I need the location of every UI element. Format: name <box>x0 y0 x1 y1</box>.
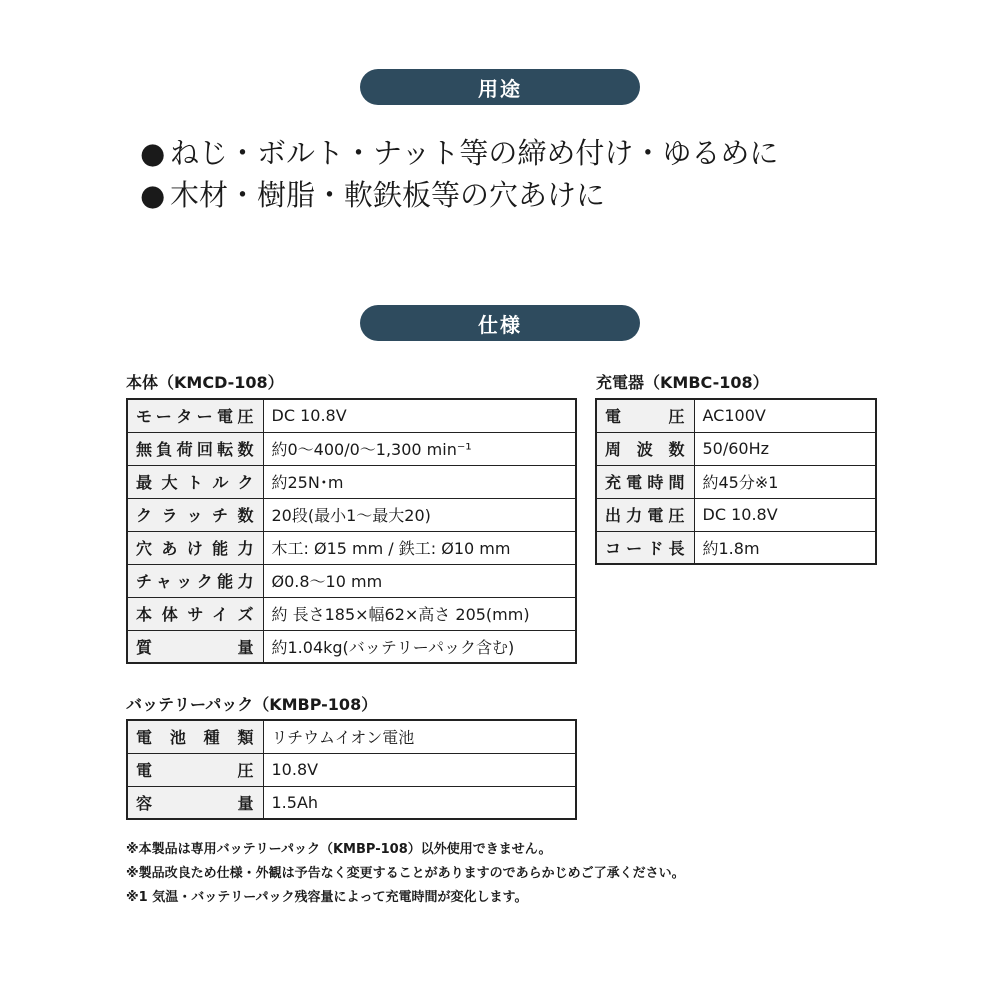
table-row <box>127 531 576 564</box>
spec-label: クラッチ数 <box>127 498 263 531</box>
spec-value: 約25N･m <box>263 465 576 498</box>
spec-label: 無負荷回転数 <box>127 432 263 465</box>
table-row <box>596 432 876 465</box>
table-row <box>127 564 576 597</box>
spec-label: 質量 <box>127 630 263 663</box>
note-item: ※本製品は専用バッテリーパック（KMBP-108）以外使用できません。 <box>126 842 552 857</box>
spec-value: 約1.8m <box>694 531 876 564</box>
table-row <box>127 399 576 432</box>
spec-value: DC 10.8V <box>694 498 876 531</box>
usage-list <box>140 132 778 216</box>
table-row <box>127 786 576 819</box>
notes-list <box>126 838 685 910</box>
table-row <box>596 465 876 498</box>
note-item: ※1 気温・バッテリーパック残容量によって充電時間が変化します。 <box>126 890 528 905</box>
table-row <box>127 597 576 630</box>
spec-value: 10.8V <box>263 753 576 786</box>
usage-item <box>140 174 778 216</box>
usage-heading: 用途 <box>360 69 640 105</box>
spec-label: 容量 <box>127 786 263 819</box>
spec-value: AC100V <box>694 399 876 432</box>
charger-spec-table <box>595 398 877 565</box>
table-row <box>127 465 576 498</box>
spec-value: 1.5Ah <box>263 786 576 819</box>
spec-label: コード長 <box>596 531 694 564</box>
spec-label: 充電時間 <box>596 465 694 498</box>
spec-value: Ø0.8〜10 mm <box>263 564 576 597</box>
battery-spec-table <box>126 719 577 820</box>
spec-value: 約0〜400/0〜1,300 min⁻¹ <box>263 432 576 465</box>
spec-value: DC 10.8V <box>263 399 576 432</box>
table-row <box>127 720 576 753</box>
spec-label: モーター電圧 <box>127 399 263 432</box>
table-row <box>596 498 876 531</box>
spec-label: 周波数 <box>596 432 694 465</box>
spec-label: 電圧 <box>596 399 694 432</box>
usage-item-text: ねじ・ボルト・ナット等の締め付け・ゆるめに <box>170 136 779 170</box>
table-row <box>127 498 576 531</box>
spec-label: 電圧 <box>127 753 263 786</box>
spec-label: 電池種類 <box>127 720 263 753</box>
spec-value: 50/60Hz <box>694 432 876 465</box>
bullet-icon: ● <box>140 136 166 170</box>
note-item: ※製品改良ため仕様・外観は予告なく変更することがありますのであらかじめご了承ください。 <box>126 866 685 881</box>
usage-item <box>140 132 778 174</box>
spec-label: チャック能力 <box>127 564 263 597</box>
battery-spec-title: バッテリーパック（KMBP-108） <box>126 695 378 714</box>
charger-spec-title: 充電器（KMBC-108） <box>596 373 769 392</box>
body-spec-table <box>126 398 577 664</box>
spec-value: 木工: Ø15 mm / 鉄工: Ø10 mm <box>263 531 576 564</box>
spec-label: 穴あけ能力 <box>127 531 263 564</box>
table-row <box>596 399 876 432</box>
spec-value: 約1.04kg(バッテリーパック含む) <box>263 630 576 663</box>
table-row <box>596 531 876 564</box>
table-row <box>127 432 576 465</box>
spec-heading: 仕様 <box>360 305 640 341</box>
table-row <box>127 630 576 663</box>
bullet-icon: ● <box>140 178 166 212</box>
spec-value: 約 長さ185×幅62×高さ 205(mm) <box>263 597 576 630</box>
spec-label: 出力電圧 <box>596 498 694 531</box>
spec-value: リチウムイオン電池 <box>263 720 576 753</box>
usage-item-text: 木材・樹脂・軟鉄板等の穴あけに <box>170 178 606 212</box>
spec-value: 20段(最小1〜最大20) <box>263 498 576 531</box>
spec-value: 約45分※1 <box>694 465 876 498</box>
spec-label: 本体サイズ <box>127 597 263 630</box>
table-row <box>127 753 576 786</box>
spec-label: 最大トルク <box>127 465 263 498</box>
body-spec-title: 本体（KMCD-108） <box>126 373 284 392</box>
